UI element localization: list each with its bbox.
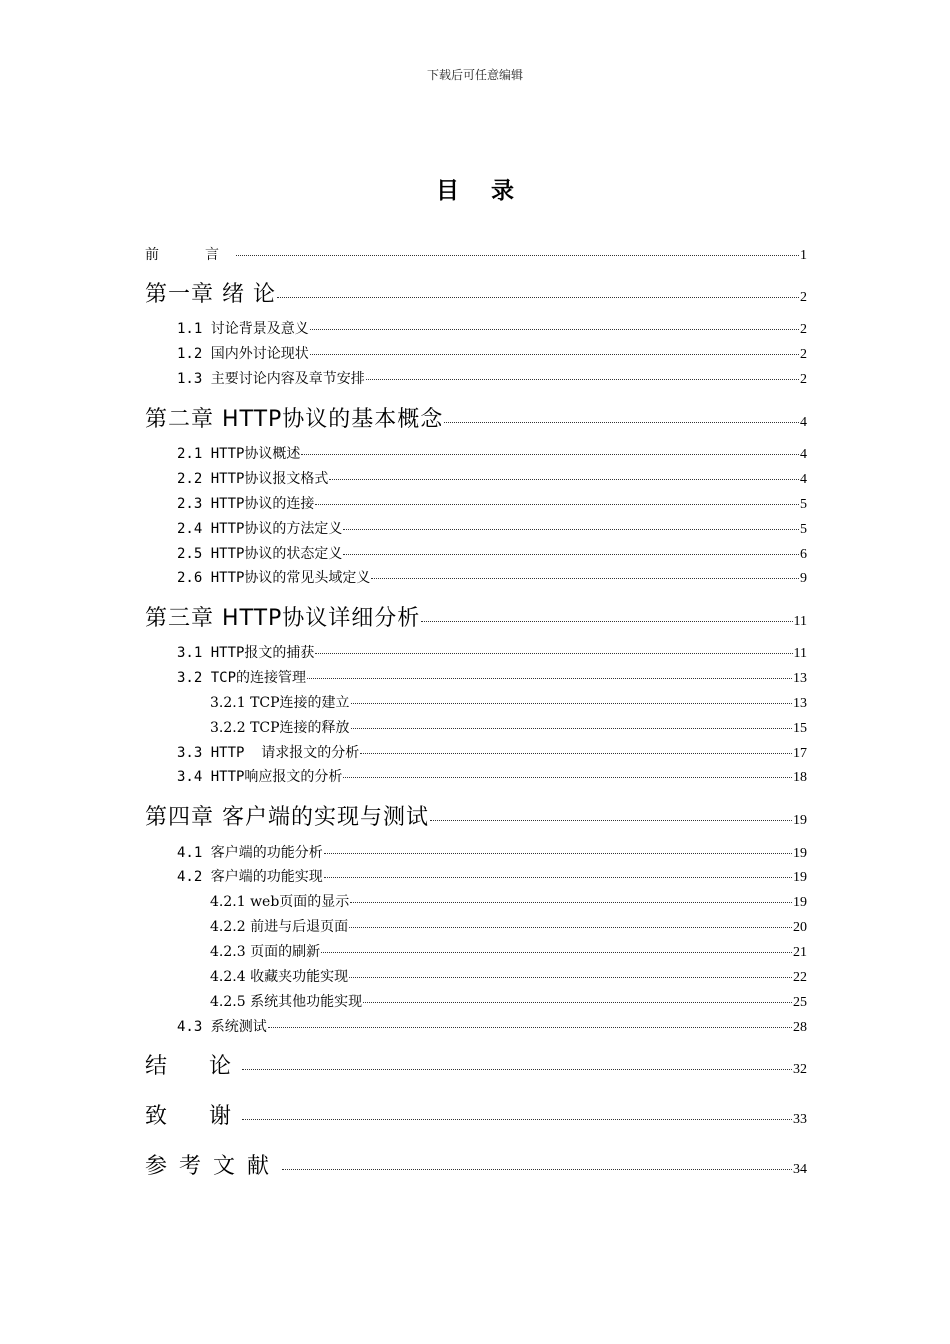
toc-entry-page: 28	[793, 1020, 807, 1035]
toc-entry-title: 2.2 HTTP协议报文格式	[177, 471, 329, 487]
toc-leader	[324, 877, 792, 878]
toc-entry-section[interactable]	[177, 368, 807, 388]
toc-entry-title: 4.3 系统测试	[177, 1019, 267, 1035]
toc-leader	[242, 1069, 792, 1070]
toc-entry-title: 2.5 HTTP协议的状态定义	[177, 546, 343, 562]
toc-entry-title: 3.3 HTTP 请求报文的分析	[177, 745, 360, 761]
toc-entry-title: 第四章 客户端的实现与测试	[145, 805, 429, 830]
toc-entry-page: 18	[793, 770, 807, 785]
toc-title: 目录	[436, 178, 546, 204]
toc-entry-title: 2.6 HTTP协议的常见头域定义	[177, 570, 371, 586]
toc-entry-page: 2	[800, 290, 807, 305]
toc-entry-page: 19	[793, 895, 807, 910]
toc-entry-subsection[interactable]	[210, 891, 807, 911]
toc-leader	[349, 927, 792, 928]
toc-entry-title: 2.4 HTTP协议的方法定义	[177, 521, 343, 537]
toc-leader	[343, 529, 799, 530]
toc-entry-chapter-3[interactable]	[145, 601, 807, 632]
toc-entry-section[interactable]	[177, 443, 807, 463]
toc-entry-page: 11	[793, 614, 807, 629]
toc-leader	[310, 329, 799, 330]
toc-entry-section[interactable]	[177, 493, 807, 513]
toc-entry-title: 4.2.1 web页面的显示	[210, 894, 350, 910]
toc-entry-title: 参考文献	[145, 1154, 282, 1179]
toc-leader	[277, 297, 799, 298]
toc-entry-page: 33	[793, 1112, 807, 1127]
toc-entry-section[interactable]	[177, 1016, 807, 1036]
toc-entry-chapter-2[interactable]	[145, 402, 807, 433]
toc-leader	[324, 853, 792, 854]
toc-leader	[371, 578, 799, 579]
toc-entry-section[interactable]	[177, 667, 807, 687]
toc-leader	[307, 678, 792, 679]
toc-leader	[351, 728, 792, 729]
toc-entry-page: 17	[793, 746, 807, 761]
toc-entry-page: 19	[793, 870, 807, 885]
toc-entry-title: 2.1 HTTP协议概述	[177, 446, 301, 462]
toc-entry-page: 32	[793, 1062, 807, 1077]
toc-entry-title: 3.2.2 TCP连接的释放	[210, 720, 350, 736]
toc-entry-page: 34	[793, 1162, 807, 1177]
toc-leader	[421, 621, 792, 622]
toc-entry-page: 15	[793, 721, 807, 736]
toc-entry-page: 4	[800, 472, 807, 487]
toc-entry-page: 2	[800, 347, 807, 362]
toc-entry-title: 3.1 HTTP报文的捕获	[177, 645, 315, 661]
toc-leader	[360, 753, 792, 754]
toc-entry-section[interactable]	[177, 567, 807, 587]
toc-entry-subsection[interactable]	[210, 941, 807, 961]
toc-entry-subsection[interactable]	[210, 692, 807, 712]
toc-entry-section[interactable]	[177, 518, 807, 538]
toc-entry-page: 5	[800, 522, 807, 537]
toc-entry-page: 2	[800, 372, 807, 387]
toc-entry-section[interactable]	[177, 642, 807, 662]
toc-entry-section[interactable]	[177, 343, 807, 363]
toc-leader	[350, 902, 792, 903]
toc-entry-page: 22	[793, 970, 807, 985]
toc-entry-title: 前 言	[145, 247, 235, 263]
toc-leader	[268, 1027, 792, 1028]
toc-entry-page: 19	[793, 813, 807, 828]
toc-entry-title: 2.3 HTTP协议的连接	[177, 496, 315, 512]
page-header: 下载后可任意编辑	[426, 68, 523, 82]
toc-entry-subsection[interactable]	[210, 717, 807, 737]
toc-entry-title: 1.3 主要讨论内容及章节安排	[177, 371, 365, 387]
toc-entry-section[interactable]	[177, 742, 807, 762]
toc-entry-page: 25	[793, 995, 807, 1010]
toc-entry-references[interactable]	[145, 1149, 807, 1180]
toc-entry-page: 9	[800, 571, 807, 586]
toc-entry-section[interactable]	[177, 318, 807, 338]
toc-entry-section[interactable]	[177, 842, 807, 862]
toc-entry-title: 4.2.3 页面的刷新	[210, 944, 321, 960]
toc-entry-page: 21	[793, 945, 807, 960]
toc-leader	[343, 554, 799, 555]
toc-entry-subsection[interactable]	[210, 991, 807, 1011]
toc-leader	[343, 777, 792, 778]
toc-entry-page: 2	[800, 322, 807, 337]
toc-entry-page: 20	[793, 920, 807, 935]
toc-entry-page: 19	[793, 846, 807, 861]
toc-entry-title: 4.2.2 前进与后退页面	[210, 919, 349, 935]
toc-leader	[366, 379, 799, 380]
toc-entry-page: 13	[793, 696, 807, 711]
toc-entry-chapter-1[interactable]	[145, 277, 807, 308]
toc-entry-title: 3.2.1 TCP连接的建立	[210, 695, 350, 711]
toc-leader	[444, 422, 799, 423]
toc-entry-conclusion[interactable]	[145, 1049, 807, 1080]
toc-entry-chapter-4[interactable]	[145, 800, 807, 831]
toc-leader	[301, 454, 799, 455]
toc-entry-section[interactable]	[177, 766, 807, 786]
toc-leader	[351, 703, 792, 704]
toc-entry-title: 1.2 国内外讨论现状	[177, 346, 309, 362]
toc-leader	[349, 977, 792, 978]
toc-leader	[329, 479, 799, 480]
toc-entry-page: 11	[793, 646, 807, 661]
toc-entry-title: 4.2 客户端的功能实现	[177, 869, 323, 885]
toc-entry-section[interactable]	[177, 543, 807, 563]
toc-entry-page: 4	[800, 415, 807, 430]
toc-entry-title: 1.1 讨论背景及意义	[177, 321, 309, 337]
toc-entry-title: 第三章 HTTP协议详细分析	[145, 606, 421, 631]
toc-leader	[321, 952, 792, 953]
toc-entry-page: 6	[800, 547, 807, 562]
toc-entry-subsection[interactable]	[210, 916, 807, 936]
toc-entry-title: 3.4 HTTP响应报文的分析	[177, 769, 343, 785]
toc-entry-subsection[interactable]	[210, 966, 807, 986]
toc-entry-section[interactable]	[177, 866, 807, 886]
toc-leader	[430, 820, 792, 821]
toc-leader	[315, 653, 792, 654]
toc-entry-title: 致 谢	[145, 1104, 242, 1129]
toc-entry-acknowledgements[interactable]	[145, 1099, 807, 1130]
toc-leader	[242, 1119, 792, 1120]
toc-entry-title: 结 论	[145, 1054, 242, 1079]
toc-entry-section[interactable]	[177, 468, 807, 488]
toc-entry-page: 13	[793, 671, 807, 686]
toc-entry-title: 3.2 TCP的连接管理	[177, 670, 307, 686]
toc-entry-title: 4.1 客户端的功能分析	[177, 845, 323, 861]
toc-entry-preface[interactable]	[145, 244, 807, 264]
toc-leader	[310, 354, 799, 355]
toc-leader	[315, 504, 799, 505]
toc-entry-title: 4.2.4 收藏夹功能实现	[210, 969, 349, 985]
toc-entry-page: 5	[800, 497, 807, 512]
toc-leader	[363, 1002, 792, 1003]
toc-entry-page: 1	[800, 248, 807, 263]
toc-entry-title: 4.2.5 系统其他功能实现	[210, 994, 363, 1010]
toc-leader	[282, 1169, 792, 1170]
toc-leader	[236, 255, 799, 256]
toc-entry-title: 第一章 绪 论	[145, 282, 276, 307]
toc-entry-title: 第二章 HTTP协议的基本概念	[145, 407, 444, 432]
toc-entry-page: 4	[800, 447, 807, 462]
